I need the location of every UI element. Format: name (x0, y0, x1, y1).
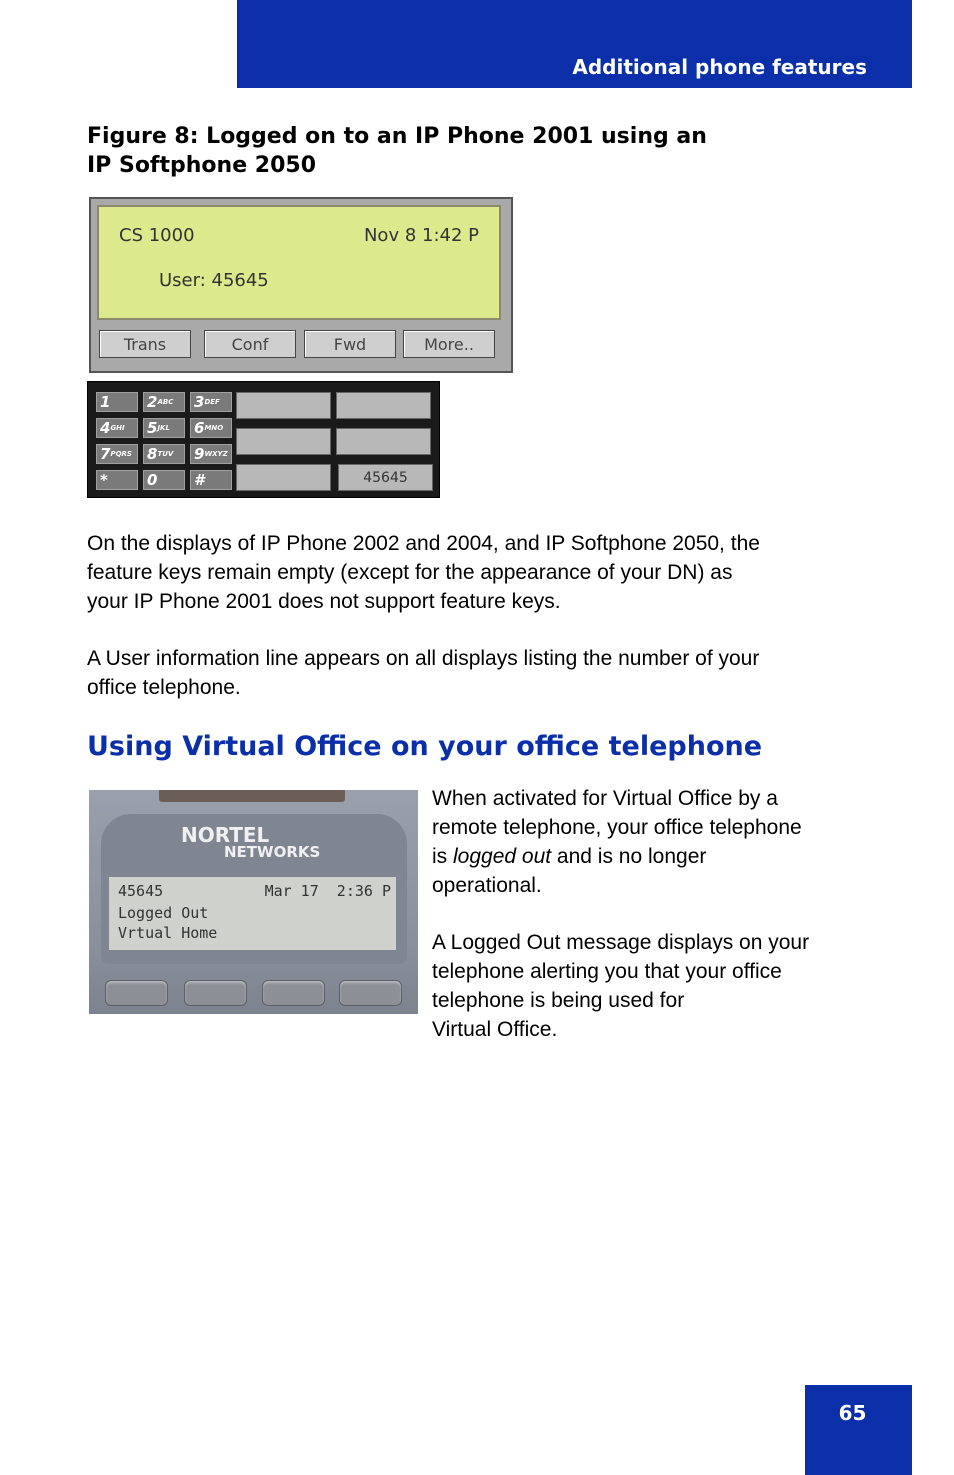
phone-softkey-button (184, 980, 247, 1006)
keypad-letters: WXYZ (204, 450, 228, 458)
text-line: Virtual Office. (432, 1018, 558, 1041)
text-line (432, 842, 872, 871)
phone-lcd-status: Logged Out (118, 904, 209, 922)
softkey-trans: Trans (99, 330, 191, 358)
keypad-key (96, 392, 138, 412)
section-title: Using Virtual Office on your office telephone (87, 731, 763, 762)
paragraph-displays (87, 529, 877, 616)
softkey-more: More.. (403, 330, 495, 358)
keypad-letters: GHI (110, 424, 125, 432)
keypad-digit: 0 (147, 471, 158, 489)
networks-logo-text: NETWORKS (224, 843, 321, 861)
text-line: operational. (432, 874, 542, 897)
text-line: telephone alerting you that your office (432, 960, 782, 983)
keypad-key (143, 444, 185, 464)
keypad-key (190, 470, 232, 490)
text-line: A Logged Out message displays on your (432, 931, 810, 954)
feature-key (336, 428, 431, 455)
figure-caption-line1: Figure 8: Logged on to an IP Phone 2001 using an (87, 124, 707, 149)
keypad-digit: 4 (100, 419, 111, 437)
text-fragment: is (432, 845, 453, 868)
keypad-digit: # (194, 471, 205, 489)
keypad-letters: TUV (157, 450, 174, 458)
keypad-digit: * (100, 471, 108, 489)
figure-caption (87, 122, 787, 180)
feature-key (236, 392, 331, 419)
header-title: Additional phone features (572, 55, 867, 79)
keypad-digit: 9 (194, 445, 205, 463)
keypad-letters: MNO (204, 424, 224, 432)
phone-top-tab (159, 790, 345, 802)
keypad-letters: PQRS (110, 450, 132, 458)
keypad-digit: 6 (194, 419, 205, 437)
phone-lcd-date-time: Mar 17 2:36 P (264, 882, 391, 900)
keypad-digit: 3 (194, 393, 205, 411)
text-line: A User information line appears on all displays listing the number of your (87, 647, 760, 670)
keypad-digit: 2 (147, 393, 158, 411)
text-line: office telephone. (87, 676, 241, 699)
keypad-key (96, 470, 138, 490)
keypad-digit: 8 (147, 445, 158, 463)
phone-lcd (109, 877, 396, 950)
phone-lcd-mode: Vrtual Home (118, 924, 218, 942)
emphasis-logged-out: logged out (453, 845, 552, 868)
softkey-conf: Conf (204, 330, 296, 358)
keypad-letters: DEF (204, 398, 220, 406)
keypad-digit: 7 (100, 445, 111, 463)
page-number-box (805, 1385, 912, 1475)
feature-key-dn: 45645 (338, 464, 433, 491)
feature-key (236, 464, 331, 491)
phone-lcd-dn: 45645 (118, 882, 164, 900)
keypad-letters: ABC (157, 398, 174, 406)
keypad-digit: 1 (100, 393, 111, 411)
lcd-user-line: User: 45645 (159, 270, 269, 291)
text-line: remote telephone, your office telephone (432, 816, 802, 839)
keypad-digit: 5 (147, 419, 158, 437)
softkey-fwd: Fwd (304, 330, 396, 358)
text-line: your IP Phone 2001 does not support feature keys. (87, 590, 561, 613)
softphone-display-image (89, 197, 513, 373)
keypad-key (143, 392, 185, 412)
feature-key (336, 392, 431, 419)
keypad-image (87, 381, 440, 498)
paragraph-virtual-office-activation (432, 784, 872, 900)
keypad-key (143, 470, 185, 490)
softkeys-row (97, 330, 503, 360)
paragraph-logged-out-message (432, 928, 872, 1044)
page-number: 65 (838, 1401, 867, 1425)
phone-softkey-button (262, 980, 325, 1006)
phone-softkey-button (339, 980, 402, 1006)
text-fragment: and is no longer (551, 845, 707, 868)
feature-key (236, 428, 331, 455)
office-phone-photo (89, 790, 418, 1014)
keypad-key (190, 444, 232, 464)
keypad-letters: JKL (157, 424, 170, 432)
text-line: feature keys remain empty (except for the appearance of your DN) as (87, 561, 733, 584)
paragraph-user-info (87, 644, 877, 702)
figure-caption-line2: IP Softphone 2050 (87, 153, 317, 178)
text-line: On the displays of IP Phone 2002 and 2004, and IP Softphone 2050, the (87, 532, 760, 555)
softphone-lcd (97, 205, 501, 320)
lcd-system-name: CS 1000 (119, 225, 195, 246)
text-line: telephone is being used for (432, 989, 685, 1012)
keypad-key (190, 392, 232, 412)
phone-softkey-button (105, 980, 168, 1006)
keypad-key (143, 418, 185, 438)
keypad-key (190, 418, 232, 438)
keypad-key (96, 444, 138, 464)
lcd-date-time: Nov 8 1:42 P (363, 225, 479, 246)
keypad-key (96, 418, 138, 438)
header-bar (237, 0, 912, 88)
text-line: When activated for Virtual Office by a (432, 787, 778, 810)
nortel-logo-text: NORTEL (181, 823, 270, 847)
